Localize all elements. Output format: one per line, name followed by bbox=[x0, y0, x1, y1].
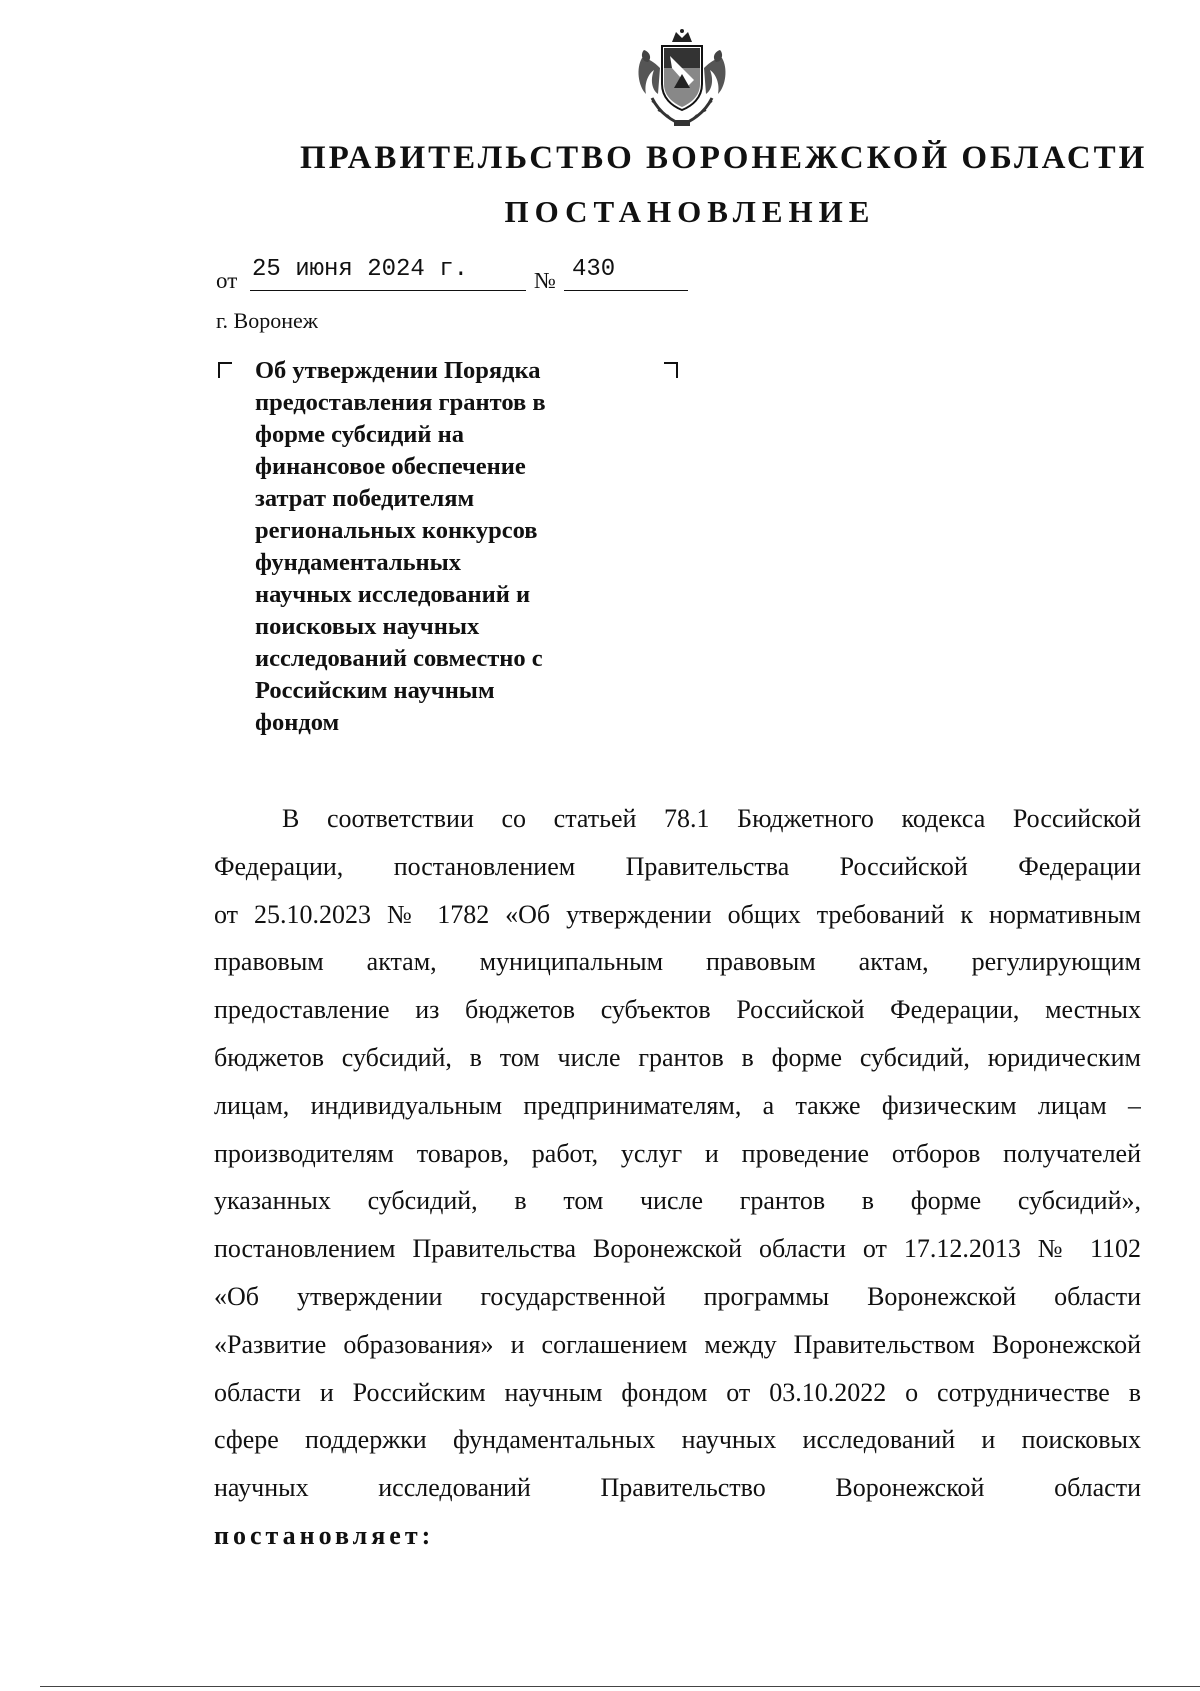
body-line: бюджетов субсидий, в том числе грантов в форме субсидий, юридическим bbox=[214, 1042, 1141, 1072]
body-line: предоставление из бюджетов субъектов Российской Федерации, местных bbox=[214, 995, 1141, 1025]
document-date: 25 июня 2024 г. bbox=[252, 256, 469, 283]
subject-line: поисковых научных bbox=[255, 613, 480, 640]
number-label: № bbox=[534, 268, 556, 293]
body-line: производителям товаров, работ, услуг и проведение отборов получателей bbox=[214, 1138, 1141, 1168]
subject-line: фондом bbox=[255, 709, 340, 736]
document-type-title: ПОСТАНОВЛЕНИЕ bbox=[504, 194, 876, 229]
subject-line: форме субсидий на bbox=[255, 421, 464, 448]
subject-line: Об утверждении Порядка bbox=[255, 357, 541, 384]
subject-line: затрат победителям bbox=[255, 485, 475, 512]
title-corner-left-mark bbox=[218, 362, 232, 378]
subject-line: предоставления грантов в bbox=[255, 389, 546, 416]
city-label: г. Воронеж bbox=[216, 308, 318, 333]
date-number-line bbox=[216, 256, 686, 296]
document-body bbox=[214, 795, 1141, 1560]
subject-line: региональных конкурсов bbox=[255, 517, 538, 544]
body-line: В соответствии со статьей 78.1 Бюджетного кодекса Российской bbox=[282, 804, 1141, 833]
body-line: «Развитие образования» и соглашением между Правительством Воронежской bbox=[214, 1329, 1141, 1359]
document-number: 430 bbox=[572, 256, 616, 283]
document-subject bbox=[255, 355, 615, 739]
bottom-edge-line bbox=[40, 1686, 1200, 1687]
body-line: постановлением Правительства Воронежской области от 17.12.2013 № 1102 bbox=[214, 1234, 1141, 1264]
resolution-word: постановляет: bbox=[214, 1520, 435, 1550]
government-title: ПРАВИТЕЛЬСТВО ВОРОНЕЖСКОЙ ОБЛАСТИ bbox=[300, 140, 1148, 176]
subject-line: научных исследований и bbox=[255, 581, 531, 608]
body-line: указанных субсидий, в том числе грантов в форме субсидий», bbox=[214, 1186, 1141, 1216]
coat-of-arms-icon bbox=[634, 28, 730, 128]
body-line: области и Российским научным фондом от 03.10.2022 о сотрудничестве в bbox=[214, 1377, 1141, 1407]
subject-line: Российским научным bbox=[255, 677, 495, 704]
body-line: Федерации, постановлением Правительства Российской Федерации bbox=[214, 851, 1141, 881]
body-line: научных исследований Правительство Воронежской области bbox=[214, 1473, 1141, 1503]
body-line: лицам, индивидуальным предпринимателям, а также физическим лицам – bbox=[214, 1090, 1141, 1120]
subject-line: исследований совместно с bbox=[255, 645, 543, 672]
body-line: от 25.10.2023 № 1782 «Об утверждении общих требований к нормативным bbox=[214, 899, 1141, 929]
title-corner-right-mark bbox=[664, 362, 678, 378]
date-from-label: от bbox=[216, 268, 238, 293]
subject-line: финансовое обеспечение bbox=[255, 453, 526, 480]
body-line: сфере поддержки фундаментальных научных исследований и поисковых bbox=[214, 1425, 1141, 1455]
body-line: правовым актам, муниципальным правовым актам, регулирующим bbox=[214, 947, 1141, 977]
subject-line: фундаментальных bbox=[255, 549, 462, 576]
body-line: «Об утверждении государственной программы Воронежской области bbox=[214, 1281, 1141, 1311]
